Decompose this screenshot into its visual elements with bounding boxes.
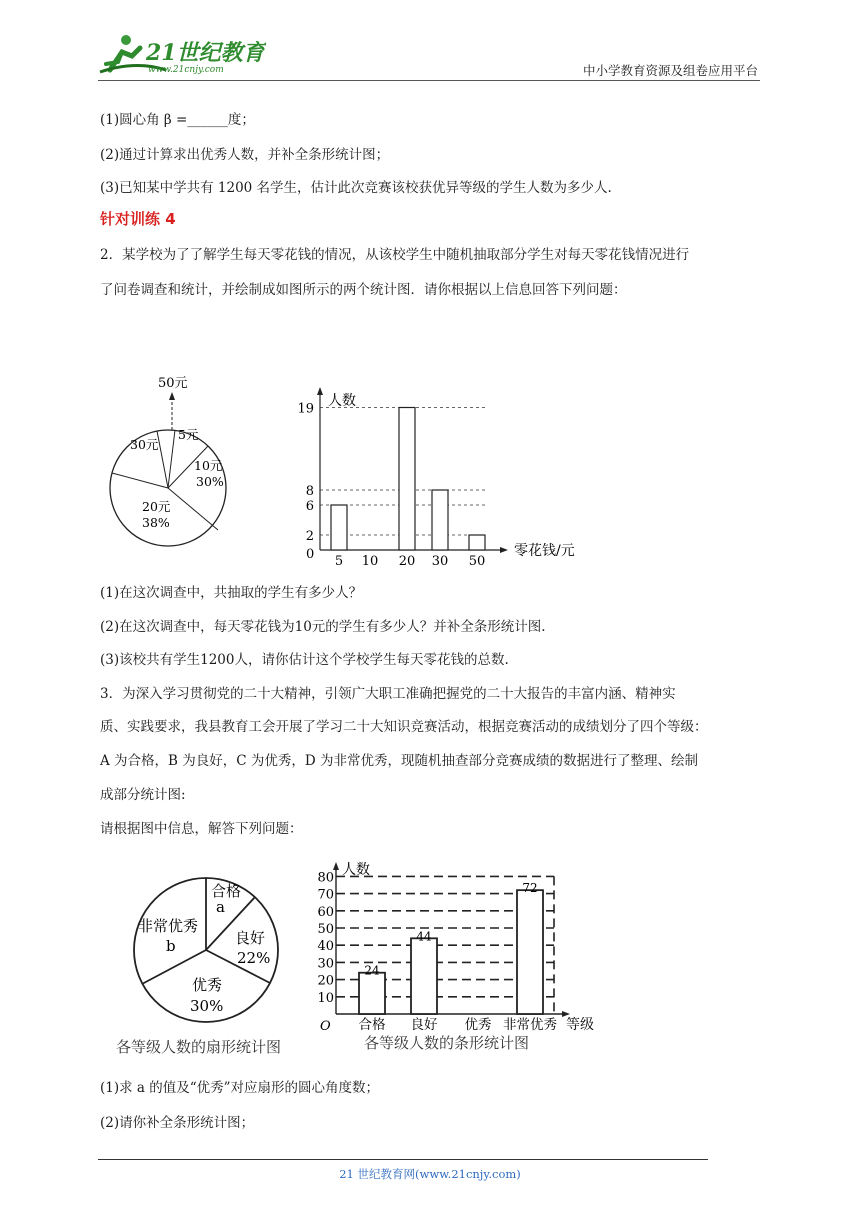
q3-bar-label-非常优秀: 72 (522, 881, 538, 896)
q3-pie-pct-lianghao: 22% (237, 949, 271, 967)
q2-pie-label-20: 20元 (142, 499, 171, 514)
q2-intro-1: 2．某学校为了了解学生每天零花钱的情况，从该校学生中随机抽取部分学生对每天零花钱情况进行 (100, 247, 690, 263)
q2-ytick-8: 8 (305, 484, 314, 499)
q3-pie-sub-a: a (216, 898, 225, 916)
q3-bar-合格 (359, 973, 385, 1014)
q3-part1: (1)求 a 的值及“优秀”对应扇形的圆心角度数； (100, 1080, 380, 1096)
q3-y-arrow-icon (333, 862, 339, 870)
q2-pie-divider-20 (168, 488, 218, 530)
q2-bar-30 (432, 490, 448, 550)
q3-ytick-60: 60 (317, 904, 334, 920)
q3-intro-2: 质、实践要求，我县教育工会开展了学习二十大知识竞赛活动，根据竞赛活动的成绩划分了四个等级： (100, 719, 708, 735)
q3-pie-sub-b: b (166, 937, 176, 955)
q3-bar-良好 (411, 938, 437, 1014)
q3-ytick-20: 20 (317, 973, 334, 989)
q2-bar-chart (292, 383, 612, 568)
q2-ytick-2: 2 (305, 529, 314, 544)
q3-prompt: 请根据图中信息，解答下列问题： (100, 821, 303, 837)
q2-pie-pct-10: 30% (196, 474, 224, 489)
q2-intro-2: 了问卷调查和统计，并绘制成如图所示的两个统计图．请你根据以上信息回答下列问题： (100, 282, 627, 298)
platform-name: 中小学教育资源及组卷应用平台 (582, 63, 758, 78)
q1-part3: (3)已知某中学共有 1200 名学生，估计此次竞赛该校获优异等级的学生人数为多少人. (100, 180, 612, 196)
logo-text: 21世纪教育 (146, 40, 265, 66)
q3-intro-4: 成部分统计图: (100, 787, 186, 803)
q3-pie-label-feichang: 非常优秀 (138, 917, 199, 935)
q2-ytick-6: 6 (305, 499, 314, 514)
q3-bar-chart (316, 858, 606, 1058)
q3-origin: O (320, 1019, 331, 1034)
q2-origin: 0 (306, 547, 315, 562)
q3-ytick-40: 40 (317, 939, 334, 955)
q2-y-arrow-icon (317, 387, 323, 395)
q3-pie-label-lianghao: 良好 (235, 929, 266, 947)
q2-xtick-50: 50 (468, 554, 486, 568)
q3-xtick-良好: 良好 (410, 1017, 438, 1033)
q3-ytick-30: 30 (317, 956, 334, 972)
q3-ytick-10: 10 (317, 990, 334, 1006)
section-heading: 针对训练 4 (100, 210, 176, 228)
q2-bar-20 (399, 408, 415, 551)
q3-ylabel: 人数 (342, 862, 370, 878)
q2-xtick-30: 30 (431, 554, 449, 568)
q2-part3: (3)该校共有学生1200人，请你估计这个学校学生每天零花钱的总数. (100, 652, 509, 668)
q2-pie-divider-30b (112, 473, 168, 488)
footer-text: 21 世纪教育网(www.21cnjy.com) (339, 1167, 521, 1181)
q3-ytick-80: 80 (317, 870, 334, 886)
q2-pie-chart (100, 370, 240, 570)
header-rule (98, 80, 760, 81)
q3-xtick-合格: 合格 (358, 1017, 386, 1033)
q2-pie-label-30: 30元 (130, 437, 159, 452)
q3-intro-3: A 为合格，B 为良好，C 为优秀，D 为非常优秀，现随机抽查部分竞赛成绩的数据进行了整理、绘制 (100, 753, 698, 769)
q3-pie-pct-youxiu: 30% (190, 997, 224, 1015)
q3-pie-label-hege: 合格 (211, 882, 242, 900)
q2-xtick-5: 5 (334, 554, 344, 568)
q2-x-arrow-icon (500, 547, 508, 553)
q3-bar-label-良好: 44 (416, 929, 432, 944)
logo-url: www.21cnjy.com (148, 65, 224, 75)
q3-ytick-50: 50 (317, 922, 334, 937)
q2-bar-5 (331, 505, 347, 550)
q2-pie-label-10: 10元 (194, 458, 223, 473)
q3-bar-非常优秀 (517, 890, 543, 1014)
q3-part2: (2)请你补全条形统计图； (100, 1115, 255, 1131)
q3-xtick-优秀: 优秀 (464, 1017, 492, 1033)
q2-pie-pct-20: 38% (142, 515, 170, 530)
q3-pie-chart (110, 860, 320, 1060)
q3-pie-title: 各等级人数的扇形统计图 (116, 1038, 282, 1056)
q2-xlabel: 零花钱/元 (514, 543, 575, 559)
q2-part2: (2)在这次调查中，每天零花钱为10元的学生有多少人？并补全条形统计图. (100, 619, 546, 635)
q3-intro-1: 3．为深入学习贯彻党的二十大精神，引领广大职工准确把握党的二十大报告的丰富内涵、精神实 (100, 686, 676, 702)
q3-xlabel: 等级 (566, 1017, 594, 1033)
q2-pie-label-50: 50元 (158, 376, 188, 391)
q3-pie-label-youxiu: 优秀 (192, 976, 223, 994)
q3-ytick-70: 70 (317, 887, 334, 903)
q2-pie-divider-5 (168, 430, 175, 488)
q3-bar-title: 各等级人数的条形统计图 (364, 1034, 530, 1052)
q2-xtick-10: 10 (361, 554, 379, 568)
q2-xtick-20: 20 (398, 554, 416, 568)
q1-part1: (1)圆心角 β =______度； (100, 112, 255, 128)
q2-pie-label-5: 5元 (178, 427, 199, 442)
runner-logo-icon (96, 30, 266, 78)
q2-bar-50 (469, 535, 485, 550)
q2-ylabel: 人数 (328, 393, 356, 409)
header-logo (96, 30, 266, 78)
q2-ytick-19: 19 (297, 401, 314, 417)
footer-rule (98, 1159, 708, 1160)
q1-part2: (2)通过计算求出优秀人数，并补全条形统计图； (100, 147, 390, 163)
q2-pie-arrow-icon (169, 392, 175, 400)
q2-pie-divider-30 (157, 431, 168, 488)
q3-bar-label-合格: 24 (364, 963, 380, 978)
q2-part1: (1)在这次调查中，共抽取的学生有多少人？ (100, 585, 363, 601)
q3-xtick-非常优秀: 非常优秀 (503, 1017, 557, 1033)
